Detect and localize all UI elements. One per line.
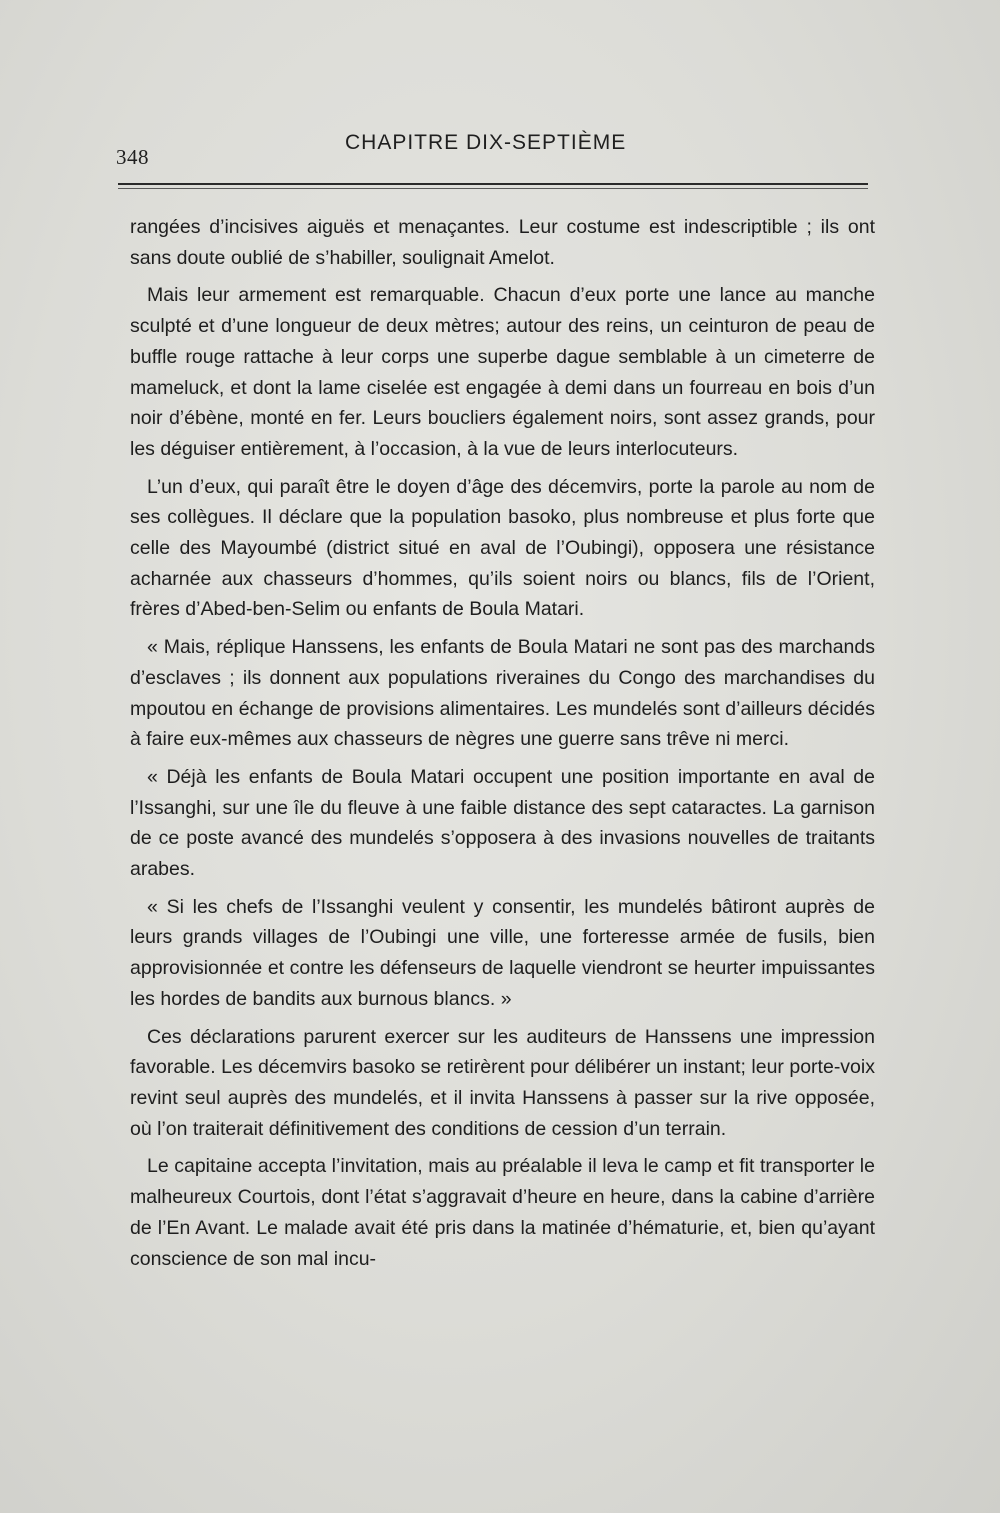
header-rule-thin bbox=[118, 188, 868, 189]
header-rule bbox=[118, 183, 868, 185]
paragraph: « Mais, réplique Hanssens, les enfants de Boula Matari ne sont pas des marchands d’esclaves ; ils donnent aux populations riveraines du Congo des marchandises du mpoutou en échange de provisions alimentaires. Les mundelés sont d’ailleurs décidés à faire eux-mêmes aux chasseurs de nègres une guerre sans trêve ni merci. bbox=[130, 636, 875, 751]
paragraph: rangées d’incisives aiguës et menaçantes. Leur costume est indescriptible ; ils ont sans doute oublié de s’habiller, soulignait Amelot. bbox=[130, 216, 875, 269]
paragraph: Mais leur armement est remarquable. Chacun d’eux porte une lance au manche sculpté et d’une longueur de deux mètres; autour des reins, un ceinturon de peau de buffle rouge rattache à leur corps une superbe dague semblable à un cimeterre de mameluck, et dont la lame ciselée est engagée à demi dans un fourreau en bois d’un noir d’ébène, monté en fer. Leurs boucliers également noirs, sont assez grands, pour les déguiser entièrement, à l’occasion, à la vue de leurs interlocuteurs. bbox=[130, 284, 875, 460]
paragraph: « Si les chefs de l’Issanghi veulent y consentir, les mundelés bâtiront auprès de leurs grands villages de l’Oubingi une ville, une forteresse armée de fusils, bien approvisionnée et contre les défenseurs de laquelle viendront se heurter impuissantes les hordes de bandits aux burnous blancs. » bbox=[130, 895, 875, 1010]
paragraph: L’un d’eux, qui paraît être le doyen d’âge des décemvirs, porte la parole au nom de ses collègues. Il déclare que la population basoko, plus nombreuse et plus forte que celle des Mayoumbé (district situé en aval de l’Oubingi), opposera une résistance acharnée aux chasseurs d’hommes, qu’ils soient noirs ou blancs, fils de l’Orient, frères d’Abed-ben-Selim ou enfants de Boula Matari. bbox=[130, 475, 875, 621]
paragraph: Le capitaine accepta l’invitation, mais au préalable il leva le camp et fit transporter le malheureux Courtois, dont l’état s’aggravait d’heure en heure, dans la cabine d’arrière de l’En Avant. Le malade avait été pris dans la matinée d’hématurie, et, bien qu’ayant conscience de son mal incu- bbox=[130, 1155, 875, 1270]
paragraph: « Déjà les enfants de Boula Matari occupent une position importante en aval de l’Issanghi, sur une île du fleuve à une faible distance des sept cataractes. La garnison de ce poste avancé des mundelés s’opposera à des invasions nouvelles de traitants arabes. bbox=[130, 765, 875, 881]
page-number: 348 bbox=[116, 145, 149, 169]
running-title: CHAPITRE DIX-SEPTIÈME bbox=[345, 131, 627, 154]
paragraph: Ces déclarations parurent exercer sur les auditeurs de Hanssens une impression favorable. Les décemvirs basoko se retirèrent pour délibérer un instant; leur porte-voix revint seul auprès des mundelés, et il invita Hanssens à passer sur la rive opposée, où l’on traiterait définitivement des conditions de cession d’un terrain. bbox=[130, 1025, 875, 1140]
body-text bbox=[130, 212, 875, 1274]
